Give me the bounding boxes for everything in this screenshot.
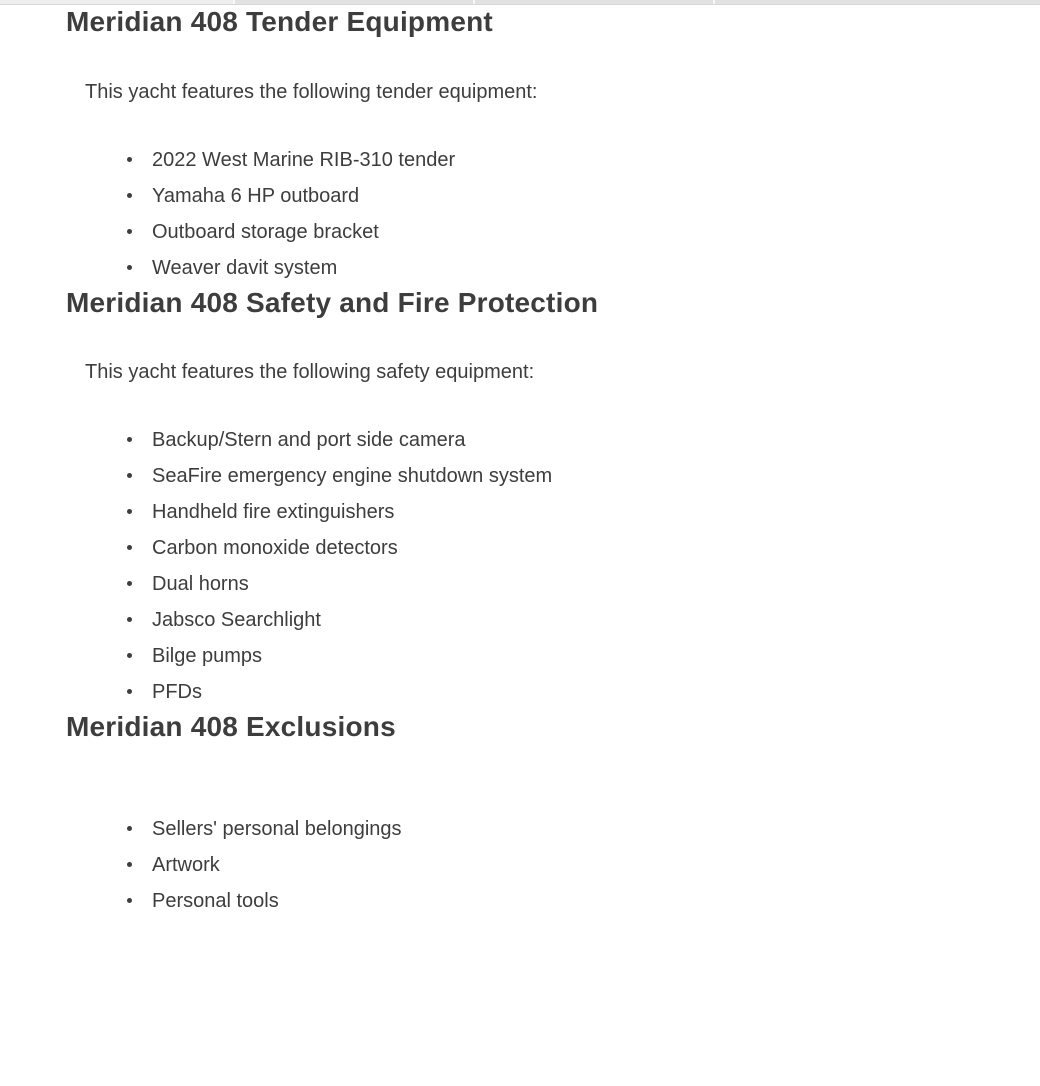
section-safety-fire-protection xyxy=(66,286,1000,711)
list-item: Weaver davit system xyxy=(152,250,1000,286)
list-item: SeaFire emergency engine shutdown system xyxy=(152,458,1000,494)
list-item: Backup/Stern and port side camera xyxy=(152,422,1000,458)
browser-tab[interactable] xyxy=(235,0,473,4)
list-item: Yamaha 6 HP outboard xyxy=(152,178,1000,214)
safety-equipment-list xyxy=(66,422,1000,710)
list-item: PFDs xyxy=(152,674,1000,710)
section-intro-safety-fire-protection: This yacht features the following safety equipment: xyxy=(85,361,535,384)
section-heading-exclusions: Meridian 408 Exclusions xyxy=(66,711,396,743)
tender-equipment-list xyxy=(66,142,1000,286)
section-heading-safety-fire-protection: Meridian 408 Safety and Fire Protection xyxy=(66,286,599,318)
list-item: Jabsco Searchlight xyxy=(152,602,1000,638)
list-item: Dual horns xyxy=(152,566,1000,602)
section-intro-tender-equipment: This yacht features the following tender equipment: xyxy=(85,80,538,103)
section-exclusions xyxy=(66,710,1000,919)
list-item: Personal tools xyxy=(152,883,1000,919)
list-item: Handheld fire extinguishers xyxy=(152,494,1000,530)
exclusions-list xyxy=(66,811,1000,919)
browser-tab[interactable] xyxy=(715,0,1040,4)
list-item: Artwork xyxy=(152,847,1000,883)
page-content xyxy=(0,5,1040,919)
list-item: 2022 West Marine RIB-310 tender xyxy=(152,142,1000,178)
list-item: Outboard storage bracket xyxy=(152,214,1000,250)
list-item: Carbon monoxide detectors xyxy=(152,530,1000,566)
browser-tab[interactable] xyxy=(0,0,233,4)
browser-tab[interactable] xyxy=(475,0,713,4)
list-item: Bilge pumps xyxy=(152,638,1000,674)
section-heading-tender-equipment: Meridian 408 Tender Equipment xyxy=(66,6,493,37)
section-tender-equipment xyxy=(66,5,1000,286)
list-item: Sellers' personal belongings xyxy=(152,811,1000,847)
